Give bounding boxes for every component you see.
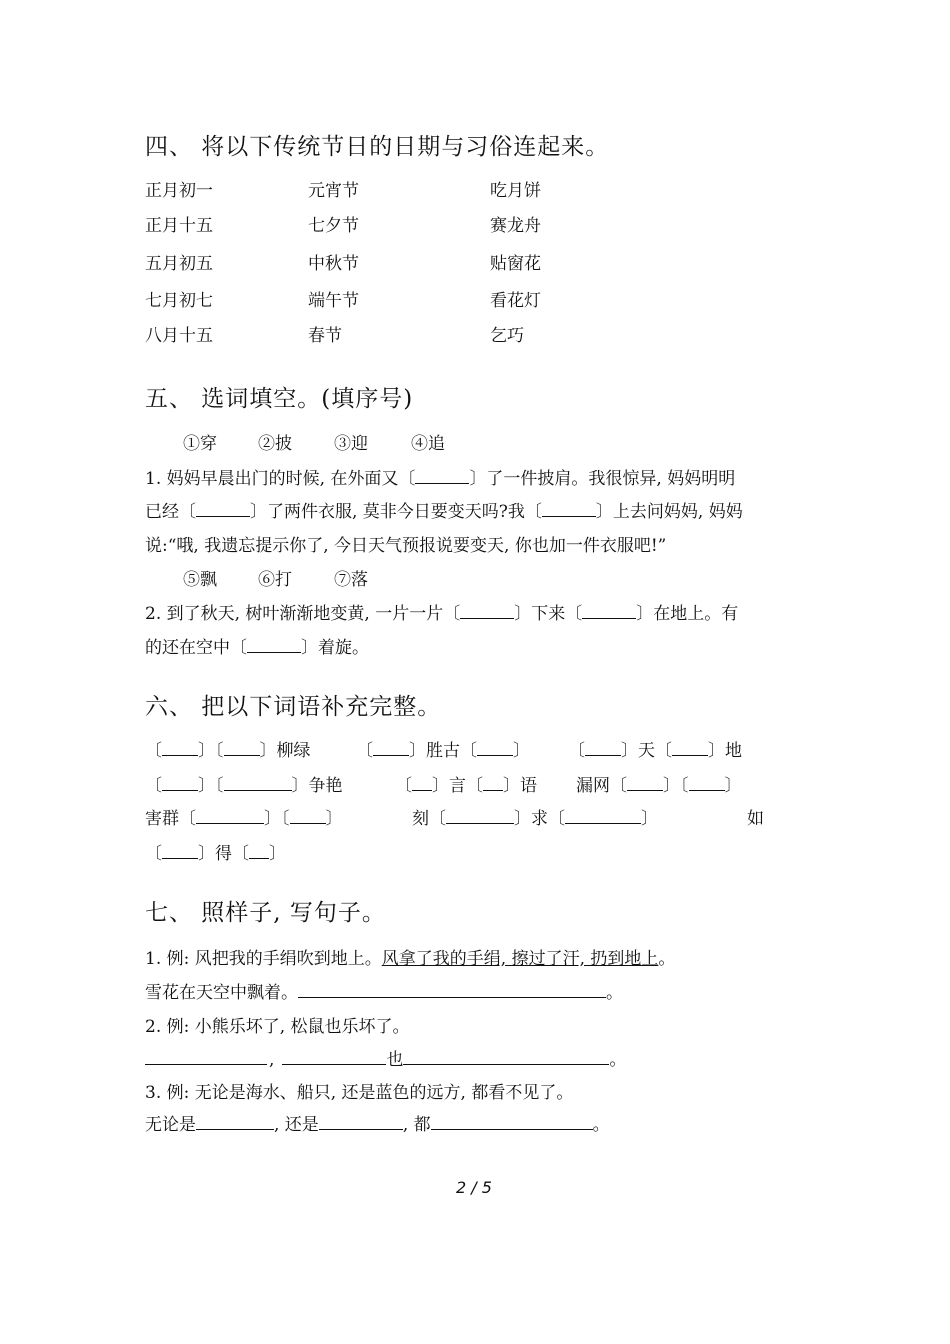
date-item: 八月十五 [145,326,213,346]
option-item: ⑦落 [334,570,368,590]
idiom-blank[interactable] [249,844,269,859]
option-item: ③迎 [334,434,368,454]
custom-item: 吃月饼 [490,181,541,201]
answer-blank[interactable] [460,604,514,619]
exercise-1: 雪花在天空中飘着。 。 [145,983,623,1003]
idiom-blank[interactable] [224,776,292,791]
section-5-title: 五、 选词填空。(填序号) [145,386,414,412]
idiom-item: 〔 〕言〔 〕语 [395,776,537,796]
idiom-item: 漏网〔 〕〔 〕 [576,776,742,796]
idiom-blank[interactable] [672,741,708,756]
answer-blank[interactable] [415,469,469,484]
idiom-item: 〔 〕胜古〔 〕 [356,741,530,761]
festival-item: 春节 [308,326,342,346]
option-item: ②披 [258,434,292,454]
answer-blank[interactable] [542,502,596,517]
idiom-blank[interactable] [196,809,264,824]
option-item: ⑤飘 [183,570,217,590]
custom-item: 贴窗花 [490,254,541,274]
passage-1-line-1: 1. 妈妈早晨出门的时候, 在外面又〔 〕了一件披肩。我很惊异, 妈妈明明 [145,469,736,489]
custom-item: 赛龙舟 [490,216,541,236]
festival-item: 元宵节 [308,181,359,201]
idiom-blank[interactable] [689,776,725,791]
idiom-blank[interactable] [585,741,621,756]
example-3: 3. 例: 无论是海水、船只, 还是蓝色的远方, 都看不见了。 [145,1083,574,1103]
section-6-title: 六、 把以下词语补充完整。 [145,694,442,720]
idiom-blank[interactable] [446,809,514,824]
festival-item: 端午节 [308,291,359,311]
idiom-item: 害群〔 〕〔 〕 [145,809,343,829]
idiom-item: 〔 〕〔 〕争艳 [145,776,343,796]
idiom-item: 刻〔 〕求〔 〕 [412,809,658,829]
idiom-item: 〔 〕〔 〕柳绿 [145,741,311,761]
answer-line[interactable] [431,1113,593,1130]
idiom-blank[interactable] [483,776,503,791]
idiom-blank[interactable] [162,776,198,791]
option-item: ①穿 [183,434,217,454]
passage-1-line-2: 已经〔 〕了两件衣服, 莫非今日要变天吗?我〔 〕上去问妈妈, 妈妈 [145,502,743,522]
idiom-blank[interactable] [627,776,663,791]
section-4-title: 四、 将以下传统节日的日期与习俗连起来。 [145,134,610,160]
passage-2-line-1: 2. 到了秋天, 树叶渐渐地变黄, 一片一片〔 〕下来〔 〕在地上。有 [145,604,739,624]
idiom-blank[interactable] [565,809,641,824]
date-item: 七月初七 [145,291,213,311]
idiom-blank[interactable] [224,741,260,756]
answer-blank[interactable] [247,638,301,653]
answer-line[interactable] [319,1113,403,1130]
idiom-blank[interactable] [162,844,198,859]
idiom-word: 如 [747,809,764,829]
idiom-blank[interactable] [477,741,513,756]
exercise-2: , 也 。 [145,1045,626,1070]
answer-line[interactable] [196,1113,274,1130]
date-item: 正月十五 [145,216,213,236]
passage-1-line-3: 说:“哦, 我遗忘提示你了, 今日天气预报说要变天, 你也加一件衣服吧!” [145,536,667,556]
idiom-item: 〔 〕得〔 〕 [145,844,286,864]
option-item: ④追 [411,434,445,454]
idiom-blank[interactable] [290,809,326,824]
option-item: ⑥打 [258,570,292,590]
custom-item: 乞巧 [490,326,524,346]
idiom-blank[interactable] [412,776,432,791]
example-1: 1. 例: 风把我的手绢吹到地上。风拿了我的手绢, 擦过了汗, 扔到地上。 [145,949,676,969]
answer-blank[interactable] [582,604,636,619]
date-item: 正月初一 [145,181,213,201]
festival-item: 七夕节 [308,216,359,236]
answer-blank[interactable] [196,502,250,517]
festival-item: 中秋节 [308,254,359,274]
example-1-answer: 风拿了我的手绢, 擦过了汗, 扔到地上 [381,949,659,969]
exercise-3: 无论是 , 还是 , 都 。 [145,1115,610,1135]
answer-line[interactable] [145,1048,267,1065]
idiom-item: 〔 〕天〔 〕地 [568,741,742,761]
idiom-blank[interactable] [373,741,409,756]
date-item: 五月初五 [145,254,213,274]
page-number: 2 / 5 [456,1178,492,1197]
passage-2-line-2: 的还在空中〔 〕着旋。 [145,638,369,658]
custom-item: 看花灯 [490,291,541,311]
answer-line[interactable] [298,981,606,998]
answer-line[interactable] [282,1048,386,1065]
answer-line[interactable] [403,1048,609,1065]
example-2: 2. 例: 小熊乐坏了, 松鼠也乐坏了。 [145,1017,410,1037]
section-7-title: 七、 照样子, 写句子。 [145,900,386,926]
idiom-blank[interactable] [162,741,198,756]
